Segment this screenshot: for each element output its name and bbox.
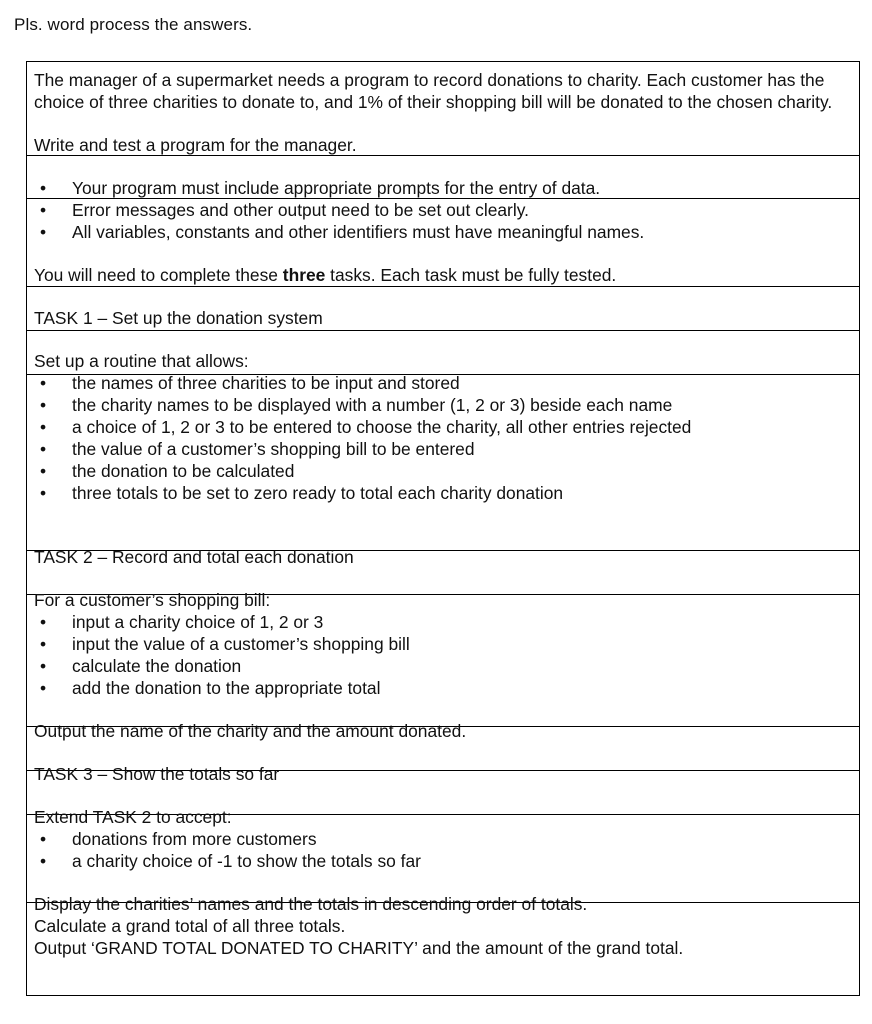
task3-closing-1: Display the charities’ names and the totals in descending order of totals. <box>34 894 588 914</box>
task-content <box>34 69 851 959</box>
list-item: • Your program must include appropriate prompts for the entry of data. <box>39 178 601 198</box>
list-item: • the charity names to be displayed with a number (1, 2 or 3) beside each name <box>39 395 673 415</box>
list-item: • input the value of a customer’s shopping bill <box>39 634 410 654</box>
task3-lead: Extend TASK 2 to accept: <box>34 807 232 827</box>
instruction-line: Write and test a program for the manager. <box>34 135 357 155</box>
list-item: • the donation to be calculated <box>39 461 295 481</box>
list-item: • a choice of 1, 2 or 3 to be entered to choose the charity, all other entries rejected <box>39 417 692 437</box>
task-box <box>26 61 860 996</box>
task1-title: TASK 1 – Set up the donation system <box>34 308 323 328</box>
list-item: • the names of three charities to be input and stored <box>39 373 460 393</box>
list-item: • the value of a customer’s shopping bill to be entered <box>39 439 475 459</box>
task3-closing-3: Output ‘GRAND TOTAL DONATED TO CHARITY’ and the amount of the grand total. <box>34 938 684 958</box>
task3-list <box>34 828 851 872</box>
list-item: • All variables, constants and other identifiers must have meaningful names. <box>39 222 645 242</box>
intro-paragraph: The manager of a supermarket needs a program to record donations to charity. Each customer has the choice of three charities to donate to, and 1% of their shopping bill will be donated to the chosen charity. <box>34 70 833 112</box>
task1-list <box>34 372 851 504</box>
instruction-note: Pls. word process the answers. <box>14 15 253 34</box>
list-item: • input a charity choice of 1, 2 or 3 <box>39 612 324 632</box>
task2-list <box>34 611 851 699</box>
list-item: • Error messages and other output need to be set out clearly. <box>39 200 529 220</box>
list-item: • donations from more customers <box>39 829 317 849</box>
tasks-intro: You will need to complete these three tasks. Each task must be fully tested. <box>34 265 617 285</box>
task3-title: TASK 3 – Show the totals so far <box>34 764 280 784</box>
list-item: • a charity choice of -1 to show the totals so far <box>39 851 421 871</box>
task3-closing-2: Calculate a grand total of all three totals. <box>34 916 346 936</box>
requirements-list <box>34 177 851 243</box>
task2-lead: For a customer’s shopping bill: <box>34 590 271 610</box>
list-item: • three totals to be set to zero ready to total each charity donation <box>39 483 564 503</box>
list-item: • add the donation to the appropriate total <box>39 678 381 698</box>
task2-title: TASK 2 – Record and total each donation <box>34 547 354 567</box>
task2-output: Output the name of the charity and the amount donated. <box>34 721 467 741</box>
task1-lead: Set up a routine that allows: <box>34 351 249 371</box>
list-item: • calculate the donation <box>39 656 242 676</box>
